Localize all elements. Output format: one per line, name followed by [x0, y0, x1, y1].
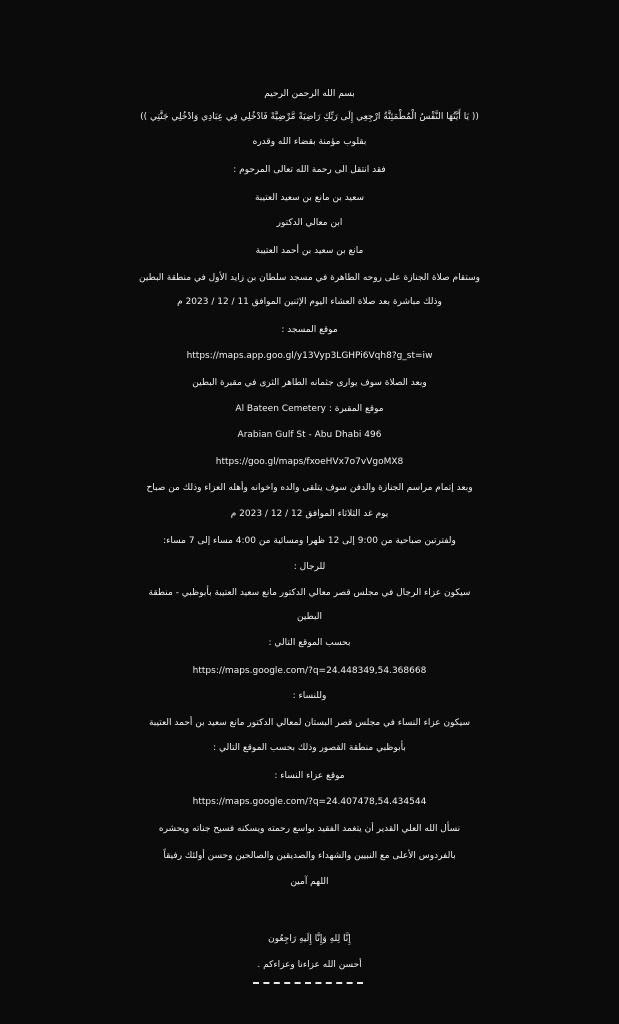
cemetery-map-link[interactable]: https://goo.gl/maps/fxoeHVx7o7vVgoMX8 — [215, 457, 404, 467]
men-venue-line: سيكون عزاء الرجال في مجلس قصر معالي الدكتور مانع سعيد العتيبة بأبوظبي - منطقة — [148, 588, 471, 598]
announcement-line: فقد انتقل الى رحمة الله تعالى المرحوم : — [233, 165, 386, 175]
intro-line: بقلوب مؤمنة بقضاء الله وقدره — [252, 137, 367, 147]
funeral-prayer-line: وستقام صلاة الجنازة على روحه الطاهرة في مسجد سلطان بن زايد الأول في منطقة البطين — [139, 273, 480, 283]
cemetery-address: Arabian Gulf St - Abu Dhabi 496 — [237, 430, 382, 440]
men-location-label: بحسب الموقع التالي : — [268, 638, 351, 648]
women-heading: وللنساء : — [292, 691, 327, 701]
istirja-line: إِنَّا لِلهِ وَإِنَّا إِلَيهِ رَاجِعُون — [268, 934, 351, 944]
men-heading: للرجال : — [293, 562, 326, 572]
cemetery-location-label: موقع المقبرة : Al Bateen Cemetery — [235, 404, 384, 414]
relation-line: ابن معالي الدكتور — [276, 218, 343, 228]
basmala: بسم الله الرحمن الرحيم — [264, 89, 355, 99]
women-venue-line: سيكون عزاء النساء في مجلس قصر البستان لمعالي الدكتور مانع سعيد بن أحمد العتيبة — [148, 718, 471, 728]
quran-verse: (( يَا أَيَّتُهَا النَّفْسُ الْمُطْمَئِنَّةُ ارْجِعِي إِلَى رَبِّكِ رَاضِيَةً مَّرْضِيَّةً فَادْخُلِي فِي عِبَادِي وَادْخُلِي جَنَّتِي )) — [140, 112, 479, 122]
mosque-map-link[interactable]: https://maps.app.goo.gl/y13Vyp3LGHPi6Vqh8?g_st=iw — [186, 351, 433, 361]
burial-line: وبعد الصلاة سوف يوارى جثمانه الطاهر الثرى في مقبرة البطين — [192, 378, 427, 388]
closing-line: أحسن الله عزاءنا وعزاءكم . — [257, 960, 362, 970]
men-venue-line-2: البطين — [297, 612, 322, 622]
separator-line — [253, 982, 363, 984]
condolence-hours-line: ولفترتين صباحية من 9:00 إلى 12 ظهرا ومسائية من 4:00 مساء إلى 7 مساء: — [163, 536, 456, 546]
women-venue-line-2: بأبوظبي منطقة القصور وذلك بحسب الموقع التالي : — [213, 743, 406, 753]
condolence-date-line: يوم غد الثلاثاء الموافق 12 / 12 / 2023 م — [230, 509, 389, 519]
prayer-line-1: نسأل الله العلي القدير أن يتغمد الفقيد بواسع رحمته ويسكنه فسيح جناته ويحشره — [158, 824, 461, 834]
condolence-intro-line: وبعد إتمام مراسم الجنازة والدفن سوف يتلقى والده واخوانه وأهله العزاء وذلك من صباح — [146, 483, 473, 493]
prayer-date-line: وذلك مباشرة بعد صلاة العشاء اليوم الإثنين الموافق 11 / 12 / 2023 م — [177, 297, 442, 307]
deceased-name: سعيد بن مانع بن سعيد العتيبة — [254, 193, 365, 203]
father-name: مانع بن سعيد بن أحمد العتيبة — [255, 246, 364, 256]
prayer-line-2: بالفردوس الأعلى مع النبيين والشهداء والصديقين والصالحين وحسن أولئك رفيقاً — [163, 851, 456, 861]
women-location-label: موقع عزاء النساء : — [274, 771, 345, 781]
mosque-location-label: موقع المسجد : — [281, 325, 338, 335]
amen-line: اللهم آمين — [290, 877, 329, 887]
women-map-link[interactable]: https://maps.google.com/?q=24.407478,54.434544 — [192, 797, 427, 807]
men-map-link[interactable]: https://maps.google.com/?q=24.448349,54.368668 — [192, 666, 427, 676]
